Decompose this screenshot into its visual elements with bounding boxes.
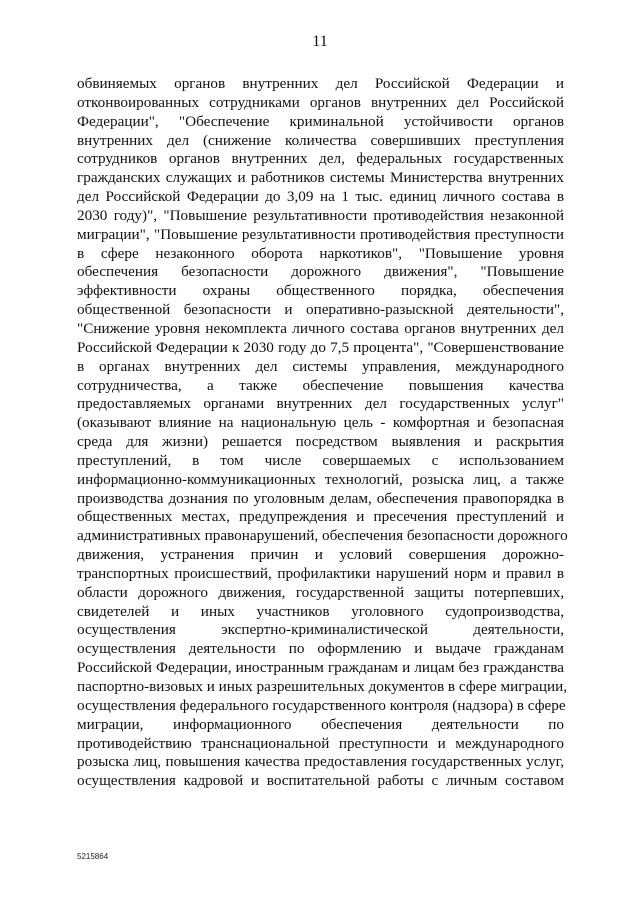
text-line: сотрудников органов внутренних дел, федеральных государственных: [77, 150, 564, 168]
text-line: в сфере незаконного оборота наркотиков", "Повышение уровня: [77, 244, 564, 262]
text-line: области дорожного движения, государственной защиты потерпевших,: [77, 583, 564, 601]
document-code: 5215864: [77, 852, 109, 861]
text-line: противодействию транснациональной преступности и международного: [77, 734, 564, 752]
text-line: миграции", "Повышение результативности противодействия преступности: [77, 225, 564, 243]
text-line: предоставляемых органами внутренних дел государственных услуг": [77, 395, 564, 413]
text-line: производства дознания по уголовным делам, обеспечения правопорядка в: [77, 489, 564, 507]
text-line: преступлений, в том числе совершаемых с использованием: [77, 451, 564, 469]
text-line: сотрудничества, а также обеспечение повышения качества: [77, 376, 564, 394]
text-line: паспортно-визовых и иных разрешительных документов в сфере миграции,: [77, 678, 568, 695]
text-line: осуществления деятельности по оформлению и выдаче гражданам: [77, 640, 564, 658]
text-line: Федерации", "Обеспечение криминальной устойчивости органов: [77, 112, 564, 130]
text-line: "Снижение уровня некомплекта личного состава органов внутренних дел: [77, 319, 564, 337]
text-line: миграции, информационного обеспечения деятельности по: [77, 715, 564, 733]
text-line: осуществления кадровой и воспитательной работы с личным составом: [77, 772, 564, 790]
text-line: информационно-коммуникационных технологий, розыска лиц, а также: [77, 470, 564, 488]
text-line: осуществления федерального государственного контроля (надзора) в сфере: [77, 696, 566, 714]
text-line: Российской Федерации, иностранным гражданам и лицам без гражданства: [77, 659, 564, 677]
body-text: [77, 75, 568, 791]
text-line: дел Российской Федерации до 3,09 на 1 тыс. единиц личного состава в: [77, 188, 564, 206]
text-line: отконвоированных сотрудниками органов внутренних дел Российской: [77, 93, 564, 111]
text-line: 2030 году)", "Повышение результативности противодействия незаконной: [77, 206, 564, 224]
page-number: 11: [312, 33, 328, 50]
text-line: Российской Федерации к 2030 году до 7,5 процента", "Совершенствование: [77, 338, 564, 356]
text-line: среда для жизни) решается посредством выявления и раскрытия: [77, 433, 564, 451]
text-line: гражданских служащих и работников системы Министерства внутренних: [77, 169, 564, 187]
text-line: эффективности охраны общественного порядка, обеспечения: [77, 282, 564, 300]
text-line: общественной безопасности и оперативно-разыскной деятельности",: [77, 301, 564, 319]
text-line: в органах внутренних дел системы управления, международного: [77, 357, 564, 375]
text-line: обеспечения безопасности дорожного движения", "Повышение: [77, 263, 564, 281]
text-line: (оказывают влияние на национальную цель - комфортная и безопасная: [77, 414, 564, 432]
text-line: осуществления экспертно-криминалистической деятельности,: [77, 621, 564, 639]
text-line: административных правонарушений, обеспечения безопасности дорожного: [77, 527, 568, 545]
text-line: внутренних дел (снижение количества совершивших преступления: [77, 131, 564, 149]
text-line: движения, устранения причин и условий совершения дорожно-: [77, 546, 564, 564]
text-line: розыска лиц, повышения качества предоставления государственных услуг,: [77, 753, 564, 771]
text-line: свидетелей и иных участников уголовного судопроизводства,: [77, 602, 564, 620]
text-line: обвиняемых органов внутренних дел Российской Федерации и: [77, 75, 564, 92]
text-line: транспортных происшествий, профилактики нарушений норм и правил в: [77, 564, 564, 582]
text-line: общественных местах, предупреждения и пресечения преступлений и: [77, 508, 564, 526]
